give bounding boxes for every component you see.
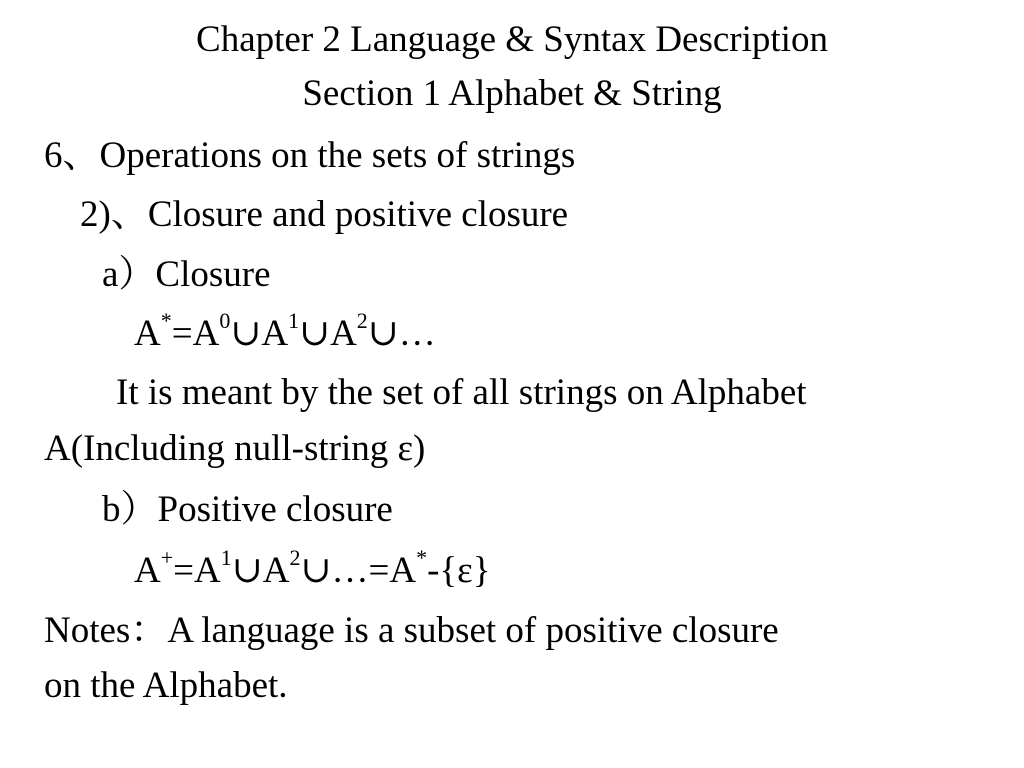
- closure-formula-power-2: 2: [356, 307, 368, 333]
- notes-line1: Notes：A language is a subset of positive closure: [44, 610, 779, 651]
- positive-formula-mid: ∪…=A: [300, 550, 417, 591]
- item-a-closure: a）Closure: [102, 254, 271, 295]
- closure-formula-power-0: 0: [219, 307, 231, 333]
- item-6-heading: 6、Operations on the sets of strings: [44, 135, 576, 176]
- positive-formula-power-1: 1: [220, 544, 232, 570]
- positive-formula-plus: +: [160, 544, 174, 570]
- positive-formula-star: *: [416, 544, 428, 570]
- slide-title-section: Section 1 Alphabet & String: [302, 73, 722, 114]
- slide-title-chapter: Chapter 2 Language & Syntax Description: [196, 19, 828, 60]
- positive-formula-union-a2: ∪A: [231, 550, 290, 591]
- positive-formula-a: A: [134, 550, 161, 591]
- closure-formula: [134, 307, 436, 356]
- closure-formula-a: A: [134, 313, 161, 354]
- closure-description-line2: A(Including null-string ε): [44, 428, 426, 469]
- positive-formula-power-2: 2: [289, 544, 301, 570]
- closure-formula-star: *: [160, 307, 172, 333]
- closure-formula-union-a1: ∪A: [230, 313, 289, 354]
- closure-formula-eq-a: =A: [171, 313, 220, 354]
- positive-formula-tail: -{ε}: [427, 550, 491, 591]
- positive-formula-eq-a: =A: [173, 550, 221, 591]
- item-6-2-heading: 2)、Closure and positive closure: [80, 194, 569, 235]
- closure-formula-union-a2: ∪A: [299, 313, 357, 354]
- notes-line2: on the Alphabet.: [44, 665, 288, 706]
- closure-formula-tail: ∪…: [367, 313, 436, 354]
- item-b-positive-closure: b）Positive closure: [102, 489, 393, 530]
- closure-formula-power-1: 1: [288, 307, 300, 333]
- positive-closure-formula: [134, 544, 491, 593]
- closure-description-line1: It is meant by the set of all strings on Alphabet: [116, 372, 807, 413]
